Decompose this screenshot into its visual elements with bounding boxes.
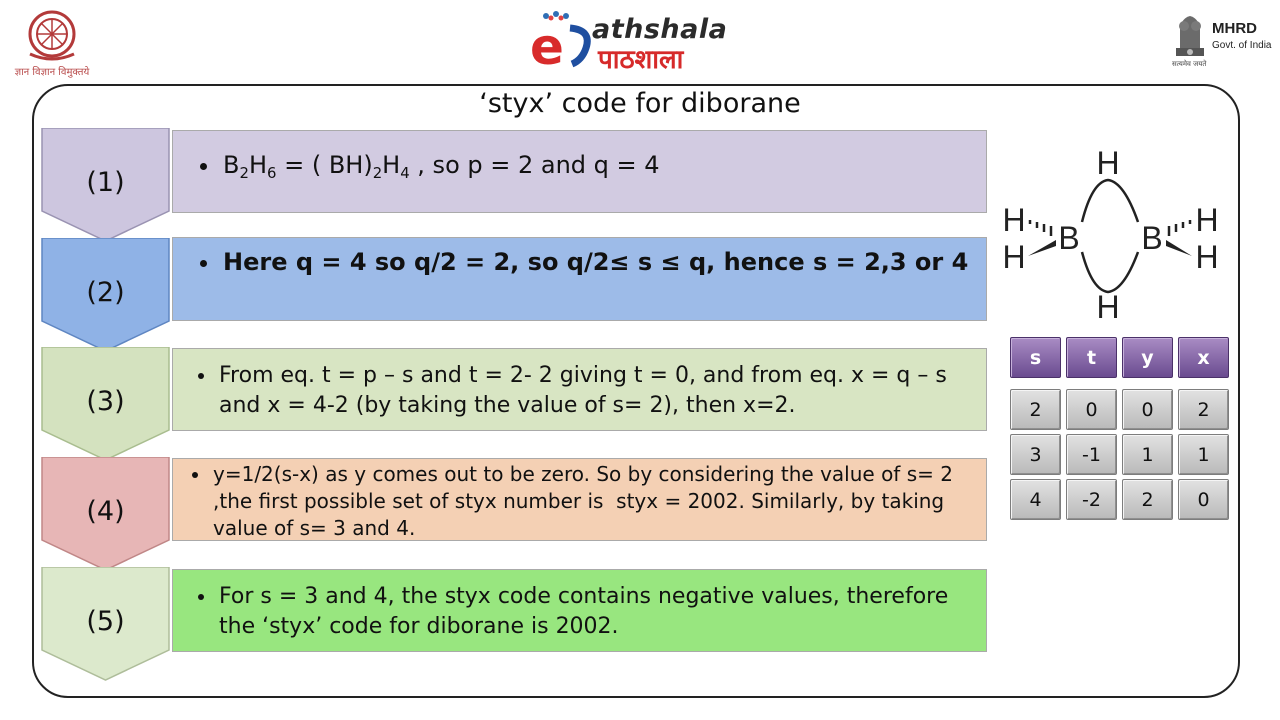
step-5-label: (5) bbox=[86, 606, 125, 637]
step-4-label: (4) bbox=[86, 496, 125, 527]
styx-cell: 2 bbox=[1178, 389, 1229, 430]
styx-cell: 1 bbox=[1178, 434, 1229, 475]
styx-header-s: s bbox=[1010, 337, 1061, 378]
right-wedge-bond bbox=[1166, 240, 1192, 256]
step-2-box bbox=[172, 237, 987, 321]
brand-e-letter: e bbox=[530, 18, 564, 72]
bridge-bond-bottom bbox=[1082, 252, 1138, 292]
mhrd-motto: सत्यमेव जयते bbox=[1172, 60, 1207, 68]
step-3-text: • From eq. t = p – s and t = 2- 2 giving t = 0, and from eq. x = q – s and x = 4-2 (by taking the value of s= 2), then x=2. bbox=[217, 361, 986, 421]
step-5-box bbox=[172, 569, 987, 652]
mhrd-logo bbox=[1168, 10, 1272, 70]
epathshala-emblem-icon bbox=[528, 8, 598, 72]
atom-h-bridge-bottom: H bbox=[1096, 289, 1120, 325]
styx-cell: 0 bbox=[1066, 389, 1117, 430]
left-hashed-bond bbox=[1030, 220, 1051, 236]
mhrd-name: MHRD bbox=[1212, 20, 1257, 37]
atom-b-right: B bbox=[1141, 220, 1163, 256]
step-4-box bbox=[172, 458, 987, 541]
styx-cell: 2 bbox=[1010, 389, 1061, 430]
bridge-bond-top bbox=[1082, 180, 1138, 222]
mhrd-subtitle: Govt. of India bbox=[1212, 40, 1272, 51]
styx-cell: 1 bbox=[1122, 434, 1173, 475]
atom-h-left-lower: H bbox=[1002, 239, 1026, 275]
atom-h-right-lower: H bbox=[1195, 239, 1219, 275]
step-1-text: • $B_2H_6$ = ( $BH)_2H_4$ , so p = 2 and q = 4 bbox=[221, 151, 986, 179]
ugc-logo-caption: ज्ञान विज्ञान विमुक्तये bbox=[14, 67, 90, 78]
slide-title: ‘styx’ code for diborane bbox=[479, 88, 801, 119]
step-2-text: • Here q = 4 so q/2 = 2, so q/2≤ s ≤ q, hence s = 2,3 or 4 bbox=[221, 246, 986, 278]
step-2-label: (2) bbox=[86, 277, 125, 308]
step-1-box bbox=[172, 130, 987, 213]
step-1-label: (1) bbox=[86, 167, 125, 198]
brand-name-hindi: पाठशाला bbox=[598, 45, 684, 75]
step-5-text: • For s = 3 and 4, the styx code contains negative values, therefore the ‘styx’ code for diborane is 2002. bbox=[217, 582, 986, 642]
ugc-emblem-icon bbox=[16, 8, 88, 68]
styx-cell: 0 bbox=[1178, 479, 1229, 520]
diborane-structure bbox=[998, 140, 1230, 325]
styx-cell: 3 bbox=[1010, 434, 1061, 475]
styx-header-x: x bbox=[1178, 337, 1229, 378]
styx-cell: 2 bbox=[1122, 479, 1173, 520]
styx-cell: -2 bbox=[1066, 479, 1117, 520]
step-3-label: (3) bbox=[86, 386, 125, 417]
styx-header-y: y bbox=[1122, 337, 1173, 378]
epathshala-logo bbox=[528, 8, 768, 75]
styx-header-t: t bbox=[1066, 337, 1117, 378]
national-emblem-icon bbox=[1170, 12, 1210, 62]
step-3-box bbox=[172, 348, 987, 431]
atom-h-bridge-top: H bbox=[1096, 145, 1120, 181]
atom-h-left-upper: H bbox=[1002, 202, 1026, 238]
styx-cell: 4 bbox=[1010, 479, 1061, 520]
right-hashed-bond bbox=[1169, 220, 1190, 236]
atom-h-right-upper: H bbox=[1195, 202, 1219, 238]
styx-cell: -1 bbox=[1066, 434, 1117, 475]
step-4-text: • y=1/2(s-x) as y comes out to be zero. So by considering the value of s= 2 ,the first possible set of styx number is styx = 2002. Similarly, by taking value of s= 3 and 4. bbox=[211, 461, 986, 542]
left-wedge-bond bbox=[1028, 240, 1056, 256]
brand-name-english: athshala bbox=[592, 14, 728, 45]
styx-cell: 0 bbox=[1122, 389, 1173, 430]
atom-b-left: B bbox=[1058, 220, 1080, 256]
